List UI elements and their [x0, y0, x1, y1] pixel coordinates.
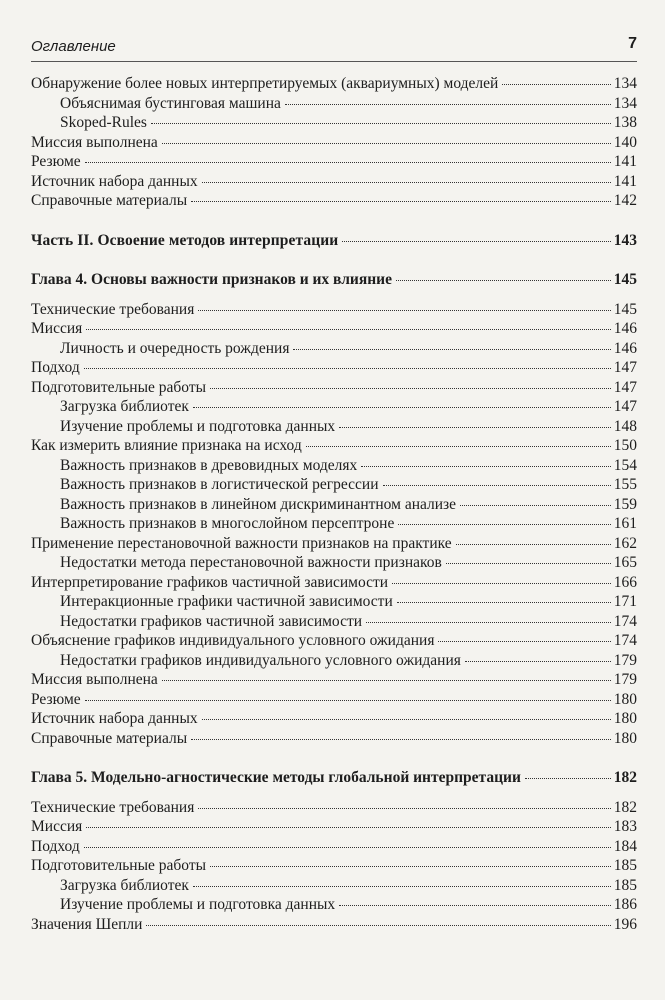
- toc-entry-page: 146: [613, 339, 637, 357]
- toc-section-entry[interactable]: [31, 173, 637, 193]
- toc-subsection-entry[interactable]: [31, 896, 637, 916]
- dot-leader: [86, 329, 610, 330]
- toc-entry-title: Объяснение графиков индивидуального условного ожидания: [31, 632, 435, 649]
- toc-entry-page: 148: [613, 417, 637, 435]
- dot-leader: [210, 866, 611, 867]
- header-divider: [31, 61, 637, 62]
- section-title: Оглавление: [31, 38, 116, 55]
- toc-entry-title: Источник набора данных: [31, 710, 198, 727]
- toc-entry-page: 162: [613, 534, 637, 552]
- dot-leader: [398, 524, 610, 525]
- toc-entry-title: Миссия выполнена: [31, 671, 158, 688]
- dot-leader: [162, 143, 611, 144]
- toc-subsection-entry[interactable]: [31, 114, 637, 134]
- toc-entry-page: 145: [613, 271, 637, 288]
- dot-leader: [383, 485, 611, 486]
- toc-entry-title: Миссия выполнена: [31, 133, 158, 151]
- toc-entry-title: Миссия: [31, 320, 83, 337]
- toc-entry-page: 179: [613, 671, 637, 688]
- dot-leader: [339, 427, 611, 428]
- dot-leader: [361, 466, 610, 467]
- dot-leader: [193, 886, 611, 887]
- dot-leader: [525, 778, 611, 779]
- toc-entry-title: Резюме: [31, 690, 81, 708]
- toc-subsection-entry[interactable]: [31, 554, 637, 574]
- toc-section-entry[interactable]: [31, 75, 637, 95]
- toc-entry-page: 147: [613, 398, 637, 415]
- toc-entry-page: 183: [613, 818, 637, 835]
- toc-section-entry[interactable]: [31, 359, 637, 379]
- toc-entry-title: Применение перестановочной важности признаков на практике: [31, 534, 452, 552]
- toc-entry-page: 161: [613, 515, 637, 532]
- toc-entry-title: Глава 5. Модельно-агностические методы глобальной интерпретации: [31, 769, 521, 786]
- toc-entry-page: 182: [613, 798, 637, 816]
- toc-chapter-entry[interactable]: [31, 769, 637, 789]
- dot-leader: [151, 123, 611, 124]
- toc-section-entry[interactable]: [31, 153, 637, 173]
- toc-entry-page: 140: [613, 133, 637, 151]
- dot-leader: [342, 241, 610, 242]
- dot-leader: [202, 182, 611, 183]
- toc-section-entry[interactable]: [31, 916, 637, 936]
- table-of-contents: [31, 75, 637, 935]
- dot-leader: [396, 280, 611, 281]
- toc-entry-title: Миссия: [31, 818, 83, 835]
- toc-entry-title: Интерпретирование графиков частичной зависимости: [31, 573, 389, 591]
- toc-entry-title: Подготовительные работы: [31, 857, 207, 874]
- toc-section-entry[interactable]: [31, 535, 637, 555]
- toc-subsection-entry[interactable]: [31, 613, 637, 633]
- toc-section-entry[interactable]: [31, 437, 637, 457]
- toc-subsection-entry[interactable]: [31, 593, 637, 613]
- dot-leader: [293, 349, 610, 350]
- toc-section-entry[interactable]: [31, 574, 637, 594]
- toc-group-chapter4: [31, 301, 637, 750]
- dot-leader: [397, 602, 611, 603]
- toc-entry-page: 180: [613, 710, 637, 727]
- toc-entry-page: 142: [613, 192, 637, 209]
- running-header: [31, 35, 637, 58]
- page-number: 7: [628, 35, 637, 52]
- dot-leader: [306, 446, 611, 447]
- toc-section-entry[interactable]: [31, 730, 637, 750]
- toc-entry-page: 174: [613, 632, 637, 649]
- toc-entry-title: Обнаружение более новых интерпретируемых (аквариумных) моделей: [31, 75, 499, 92]
- toc-entry-title: Резюме: [31, 153, 81, 170]
- toc-entry-page: 180: [613, 729, 637, 747]
- toc-entry-title: Значения Шепли: [31, 915, 143, 933]
- toc-chapter-entry[interactable]: [31, 271, 637, 291]
- toc-entry-title: Недостатки графиков индивидуального условного ожидания: [60, 651, 461, 669]
- toc-entry-page: 154: [613, 456, 637, 474]
- dot-leader: [456, 544, 611, 545]
- toc-entry-title: Глава 4. Основы важности признаков и их влияние: [31, 271, 392, 288]
- dot-leader: [198, 310, 610, 311]
- toc-entry-page: 141: [613, 153, 637, 170]
- toc-entry-title: Важность признаков в логистической регрессии: [60, 476, 379, 493]
- toc-entry-page: 184: [613, 837, 637, 855]
- toc-entry-title: Подход: [31, 359, 80, 376]
- toc-section-entry[interactable]: [31, 799, 637, 819]
- toc-entry-title: Подход: [31, 837, 80, 855]
- toc-entry-page: 134: [613, 75, 637, 92]
- dot-leader: [438, 641, 610, 642]
- toc-entry-page: 159: [613, 495, 637, 513]
- toc-entry-page: 180: [613, 690, 637, 708]
- toc-subsection-entry[interactable]: [31, 340, 637, 360]
- toc-group-chapter5: [31, 799, 637, 936]
- toc-section-entry[interactable]: [31, 134, 637, 154]
- toc-entry-page: 182: [613, 769, 637, 786]
- dot-leader: [366, 622, 611, 623]
- toc-subsection-entry[interactable]: [31, 95, 637, 115]
- toc-subsection-entry[interactable]: [31, 457, 637, 477]
- toc-entry-page: 134: [613, 94, 637, 112]
- dot-leader: [210, 388, 611, 389]
- toc-entry-page: 141: [613, 172, 637, 190]
- dot-leader: [502, 84, 610, 85]
- toc-entry-title: Как измерить влияние признака на исход: [31, 437, 302, 454]
- toc-entry-title: Skoped-Rules: [60, 114, 147, 131]
- toc-entry-page: 186: [613, 896, 637, 913]
- toc-entry-page: 174: [613, 612, 637, 630]
- dot-leader: [84, 368, 611, 369]
- dot-leader: [202, 719, 611, 720]
- toc-entry-title: Загрузка библиотек: [60, 398, 189, 415]
- toc-group-chapter3-tail: [31, 75, 637, 212]
- toc-entry-page: 185: [613, 857, 637, 874]
- toc-subsection-entry[interactable]: [31, 418, 637, 438]
- dot-leader: [84, 847, 611, 848]
- toc-entry-title: Справочные материалы: [31, 192, 188, 209]
- toc-entry-page: 179: [613, 651, 637, 669]
- toc-section-entry[interactable]: [31, 691, 637, 711]
- toc-section-entry[interactable]: [31, 671, 637, 691]
- dot-leader: [191, 201, 611, 202]
- dot-leader: [191, 739, 611, 740]
- dot-leader: [85, 700, 611, 701]
- dot-leader: [198, 808, 610, 809]
- toc-entry-page: 147: [613, 378, 637, 396]
- toc-entry-title: Технические требования: [31, 300, 195, 318]
- toc-entry-page: 147: [613, 359, 637, 376]
- toc-entry-title: Часть II. Освоение методов интерпретации: [31, 231, 339, 249]
- toc-entry-title: Важность признаков в древовидных моделях: [60, 456, 358, 474]
- toc-subsection-entry[interactable]: [31, 398, 637, 418]
- toc-entry-page: 145: [613, 300, 637, 318]
- toc-section-entry[interactable]: [31, 301, 637, 321]
- toc-entry-page: 146: [613, 320, 637, 337]
- toc-entry-title: Важность признаков в многослойном персептроне: [60, 515, 395, 532]
- toc-section-entry[interactable]: [31, 838, 637, 858]
- toc-entry-title: Личность и очередность рождения: [60, 339, 290, 357]
- toc-entry-page: 196: [613, 915, 637, 933]
- toc-subsection-entry[interactable]: [31, 877, 637, 897]
- toc-section-entry[interactable]: [31, 710, 637, 730]
- toc-entry-page: 171: [613, 593, 637, 610]
- toc-entry-title: Важность признаков в линейном дискриминантном анализе: [60, 495, 457, 513]
- toc-entry-page: 143: [613, 231, 637, 249]
- dot-leader: [86, 827, 610, 828]
- toc-entry-title: Подготовительные работы: [31, 378, 207, 396]
- toc-section-entry[interactable]: [31, 818, 637, 838]
- dot-leader: [146, 925, 610, 926]
- toc-entry-title: Интеракционные графики частичной зависимости: [60, 593, 393, 610]
- toc-entry-title: Недостатки метода перестановочной важности признаков: [60, 554, 442, 571]
- dot-leader: [162, 680, 611, 681]
- toc-section-entry[interactable]: [31, 632, 637, 652]
- toc-section-entry[interactable]: [31, 320, 637, 340]
- toc-subsection-entry[interactable]: [31, 496, 637, 516]
- toc-entry-title: Недостатки графиков частичной зависимости: [60, 612, 363, 630]
- toc-entry-title: Справочные материалы: [31, 729, 188, 747]
- toc-entry-page: 155: [613, 476, 637, 493]
- toc-part-entry[interactable]: [31, 232, 637, 252]
- dot-leader: [85, 162, 611, 163]
- dot-leader: [339, 905, 611, 906]
- toc-entry-title: Объяснимая бустинговая машина: [60, 94, 281, 112]
- dot-leader: [460, 505, 611, 506]
- toc-entry-title: Изучение проблемы и подготовка данных: [60, 896, 336, 913]
- dot-leader: [465, 661, 611, 662]
- toc-section-entry[interactable]: [31, 857, 637, 877]
- toc-entry-page: 166: [613, 573, 637, 591]
- toc-section-entry[interactable]: [31, 192, 637, 212]
- dot-leader: [392, 583, 611, 584]
- toc-entry-title: Источник набора данных: [31, 172, 198, 190]
- toc-subsection-entry[interactable]: [31, 515, 637, 535]
- toc-entry-page: 165: [613, 554, 637, 571]
- toc-section-entry[interactable]: [31, 379, 637, 399]
- toc-entry-page: 185: [613, 876, 637, 894]
- toc-entry-title: Изучение проблемы и подготовка данных: [60, 417, 336, 435]
- dot-leader: [446, 563, 611, 564]
- dot-leader: [193, 407, 611, 408]
- toc-entry-page: 138: [613, 114, 637, 131]
- toc-subsection-entry[interactable]: [31, 476, 637, 496]
- dot-leader: [285, 104, 611, 105]
- toc-entry-title: Технические требования: [31, 798, 195, 816]
- toc-subsection-entry[interactable]: [31, 652, 637, 672]
- toc-entry-page: 150: [613, 437, 637, 454]
- toc-entry-title: Загрузка библиотек: [60, 876, 189, 894]
